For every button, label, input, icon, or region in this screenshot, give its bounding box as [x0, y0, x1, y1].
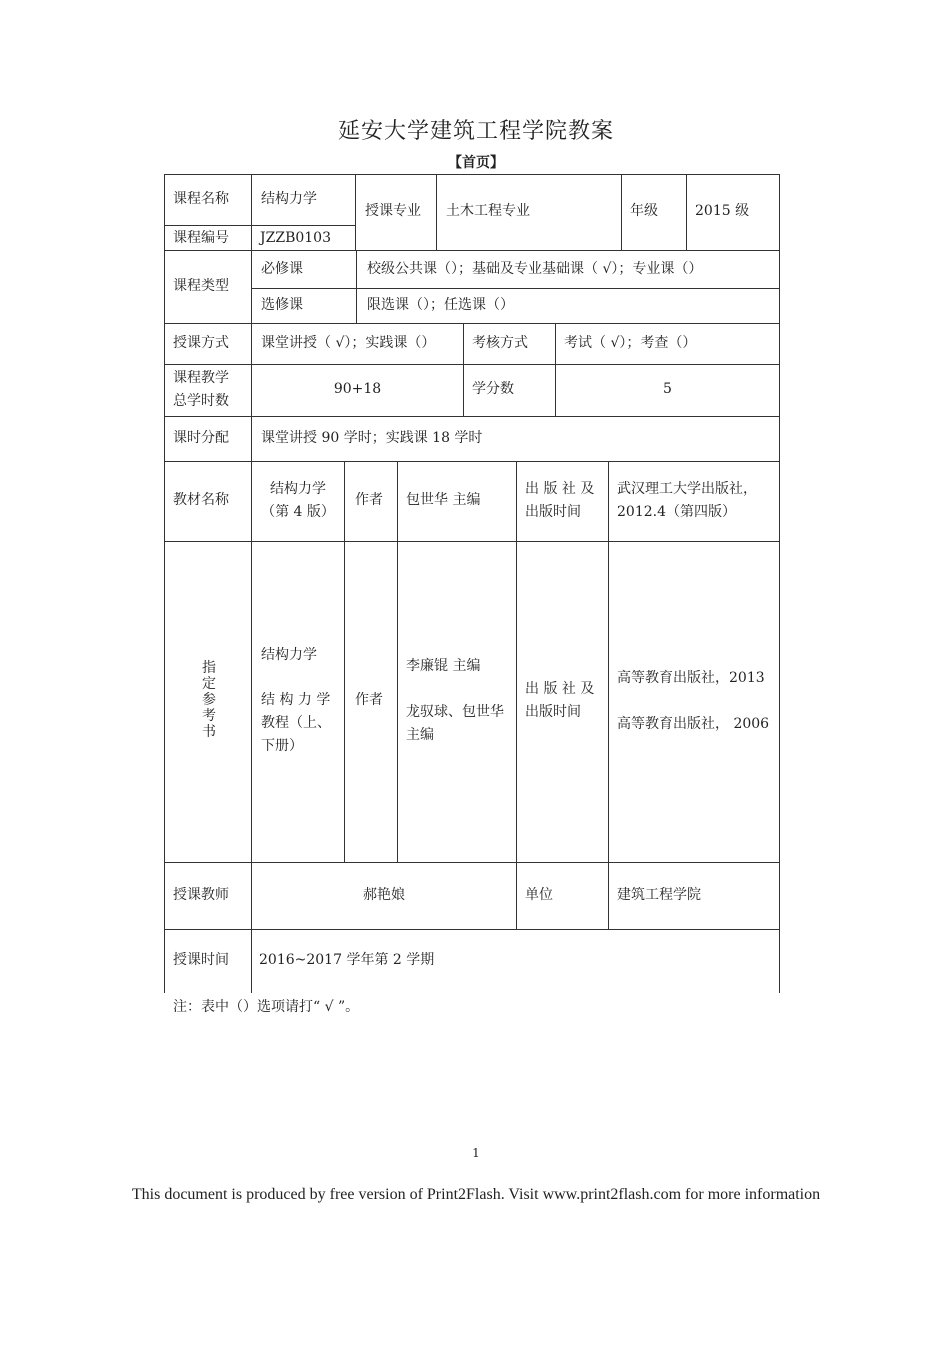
- mode-label: 授课方式: [173, 335, 229, 351]
- cell-mode-label: [164, 323, 252, 365]
- hours-label-line1: 课程教学: [173, 370, 229, 386]
- exam-value: 考试（ √）；考查（）: [564, 335, 697, 351]
- hours-value: 90+18: [333, 381, 382, 397]
- cell-credits: [555, 364, 780, 417]
- references-publisher-label-line2: 出版时间: [525, 704, 581, 720]
- credits-value: 5: [663, 381, 672, 397]
- teacher-name: 郝艳娘: [363, 887, 405, 903]
- elective-options: 限选课（）；任选课（）: [367, 297, 514, 313]
- reference-publisher-2: 高等教育出版社， 2006: [617, 716, 770, 732]
- required-options: 校级公共课（）；基础及专业基础课（ √）；专业课（）: [367, 261, 703, 277]
- course-code-value: JZZB0103: [260, 230, 331, 246]
- elective-label: 选修课: [261, 297, 303, 313]
- major-label: 授课专业: [365, 203, 421, 219]
- document-subtitle: 【首页】: [448, 155, 504, 171]
- cell-references-authors: [397, 541, 517, 863]
- reference-book-1: 结构力学: [261, 647, 317, 663]
- textbook-author-label: 作者: [355, 492, 383, 508]
- cell-required-label: [251, 250, 357, 289]
- course-name-value: 结构力学: [261, 191, 317, 207]
- major-value: 土木工程专业: [446, 203, 530, 219]
- reference-author-2: 龙驭球、包世华主编: [406, 704, 504, 743]
- cell-course-code: [251, 225, 356, 251]
- textbook-publisher-line1: 武汉理工大学出版社，: [617, 481, 757, 497]
- textbook-title-line2: （第 4 版）: [261, 504, 335, 520]
- type-label: 课程类型: [173, 278, 229, 294]
- cell-course-name-label: [164, 174, 252, 226]
- course-name-label: 课程名称: [173, 191, 229, 207]
- textbook-publisher-label-line2: 出版时间: [525, 504, 581, 520]
- document-title: 延安大学建筑工程学院教案: [337, 119, 614, 144]
- cell-elective-options: [356, 288, 780, 324]
- reference-publisher-1: 高等教育出版社，2013: [617, 670, 765, 686]
- schedule-value: 2016~2017 学年第 2 学期: [259, 952, 435, 968]
- distribution-label: 课时分配: [173, 430, 229, 446]
- cell-references-label: [164, 541, 252, 863]
- cell-schedule-label: [164, 929, 252, 993]
- cell-major-label: [355, 174, 437, 251]
- cell-course-name: [251, 174, 356, 226]
- mode-value: 课堂讲授（ √）；实践课（）: [261, 335, 436, 351]
- teacher-label: 授课教师: [173, 887, 229, 903]
- cell-elective-label: [251, 288, 357, 324]
- cell-course-code-label: [164, 225, 252, 251]
- cell-teacher: [251, 862, 517, 930]
- cell-references-publisher-label: [516, 541, 609, 863]
- cell-grade-label: [621, 174, 687, 251]
- cell-textbook-author-label: [344, 461, 398, 542]
- page-number: 1: [472, 1146, 480, 1160]
- table-note: 注：表中（）选项请打“ √ ”。: [173, 999, 360, 1015]
- cell-textbook-title: [251, 461, 345, 542]
- cell-schedule: [251, 929, 780, 993]
- textbook-publisher-line2: 2012.4（第四版）: [617, 504, 736, 520]
- schedule-label: 授课时间: [173, 952, 229, 968]
- grade-label: 年级: [630, 203, 658, 219]
- textbook-title-line1: 结构力学: [270, 481, 326, 497]
- cell-credits-label: [463, 364, 556, 417]
- grade-value: 2015 级: [695, 203, 750, 219]
- references-label: 指定参考书: [202, 660, 216, 740]
- references-publisher-label-line1: 出 版 社 及: [525, 681, 595, 697]
- course-code-label: 课程编号: [173, 230, 229, 246]
- exam-label: 考核方式: [472, 335, 528, 351]
- cell-teacher-label: [164, 862, 252, 930]
- cell-distribution-label: [164, 416, 252, 462]
- unit-label: 单位: [525, 887, 553, 903]
- cell-textbook-publisher-label: [516, 461, 609, 542]
- textbook-author: 包世华 主编: [406, 492, 481, 508]
- cell-required-options: [356, 250, 780, 289]
- cell-references-author-label: [344, 541, 398, 863]
- reference-book-2: 结 构 力 学 教程（上、下册）: [261, 692, 331, 754]
- cell-hours-label: [164, 364, 252, 417]
- cell-textbook-author: [397, 461, 517, 542]
- references-author-label: 作者: [355, 692, 383, 708]
- textbook-publisher-label-line1: 出 版 社 及: [525, 481, 595, 497]
- cell-textbook-label: [164, 461, 252, 542]
- cell-unit: [608, 862, 780, 930]
- unit-value: 建筑工程学院: [617, 887, 701, 903]
- credits-label: 学分数: [472, 381, 514, 397]
- cell-textbook-publisher: [608, 461, 780, 542]
- cell-major: [436, 174, 622, 251]
- watermark-footer: This document is produced by free version of Print2Flash. Visit www.print2flash.com for more information: [131, 1186, 821, 1203]
- cell-grade: [686, 174, 780, 251]
- distribution-value: 课堂讲授 90 学时；实践课 18 学时: [261, 430, 483, 446]
- cell-hours: [251, 364, 464, 417]
- cell-mode: [251, 323, 464, 365]
- reference-author-1: 李廉锟 主编: [406, 658, 481, 674]
- cell-distribution: [251, 416, 780, 462]
- cell-type-label: [164, 250, 252, 324]
- textbook-label: 教材名称: [173, 492, 229, 508]
- cell-references-publishers: [608, 541, 780, 863]
- required-label: 必修课: [261, 261, 303, 277]
- cell-unit-label: [516, 862, 609, 930]
- hours-label-line2: 总学时数: [173, 393, 229, 409]
- cell-references-books: [251, 541, 345, 863]
- cell-exam: [555, 323, 780, 365]
- cell-exam-label: [463, 323, 556, 365]
